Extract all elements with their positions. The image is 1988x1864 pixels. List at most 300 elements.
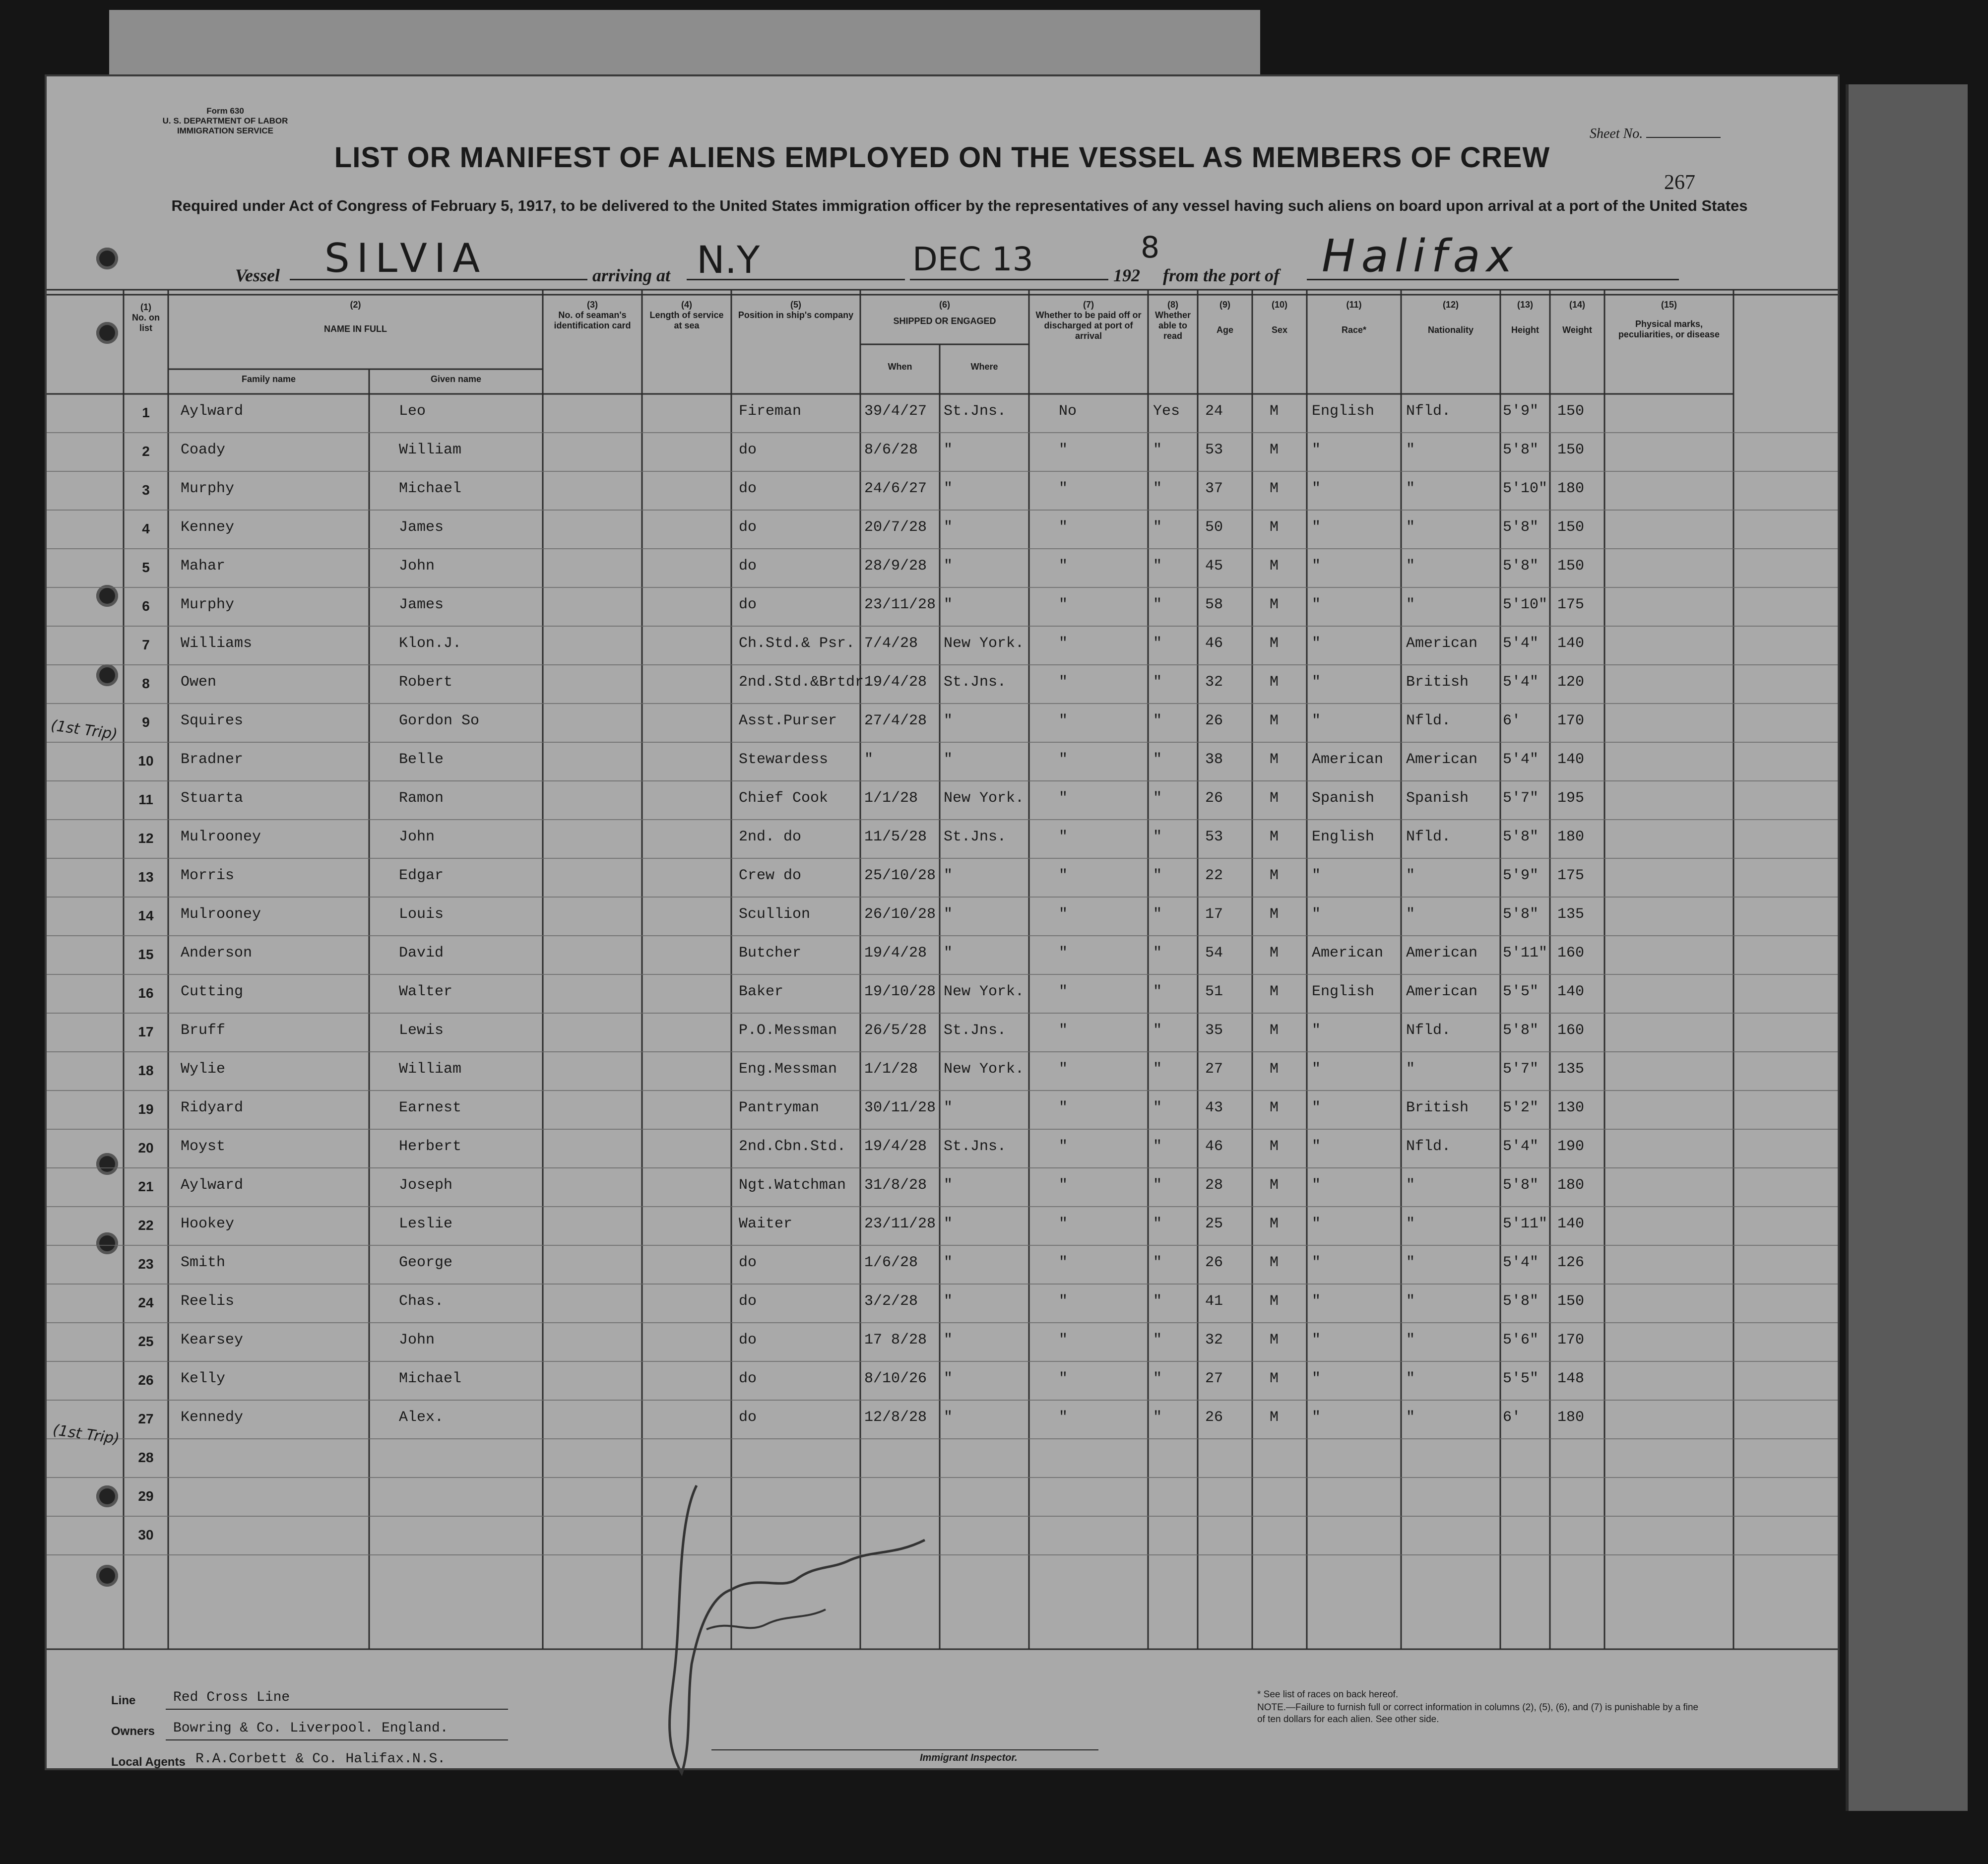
cell-where: " <box>944 1216 953 1232</box>
cell-when: 19/4/28 <box>864 674 927 691</box>
sheet-label: Sheet No. <box>1590 126 1643 141</box>
inspector-signature <box>617 1466 964 1788</box>
cell-when: 8/6/28 <box>864 442 918 458</box>
cell-able-to-read: " <box>1153 1332 1162 1349</box>
cell-race: " <box>1312 596 1321 613</box>
cell-when: 7/4/28 <box>864 635 918 652</box>
cell-paid-off: " <box>1059 906 1068 923</box>
cell-given-name: Michael <box>399 480 462 497</box>
cell-height: 6' <box>1503 1409 1521 1426</box>
cell-able-to-read: " <box>1153 1409 1162 1426</box>
cell-race: " <box>1312 519 1321 536</box>
cell-nationality: Nfld. <box>1406 1138 1451 1155</box>
races-note: * See list of races on back hereof. <box>1257 1689 1399 1700</box>
cell-age: 26 <box>1205 790 1223 807</box>
cell-when: 17 8/28 <box>864 1332 927 1349</box>
col-label: Age <box>1216 325 1233 335</box>
cell-family-name: Bradner <box>181 751 244 768</box>
cell-family-name: Wylie <box>181 1061 226 1078</box>
cell-height: 5'8" <box>1503 1022 1539 1039</box>
cell-given-name: Klon.J. <box>399 635 462 652</box>
arriving-port: N.Y <box>697 238 760 282</box>
cell-when: 26/5/28 <box>864 1022 927 1039</box>
cell-family-name: Aylward <box>181 1177 244 1194</box>
row-number: 25 <box>138 1334 154 1349</box>
year-prefix: 192 <box>1113 265 1140 285</box>
cell-weight: 160 <box>1557 1022 1585 1039</box>
cell-weight: 135 <box>1557 906 1585 923</box>
cell-given-name: David <box>399 945 444 962</box>
cell-where: St.Jns. <box>944 1138 1007 1155</box>
cell-given-name: Leo <box>399 403 426 420</box>
cell-age: 27 <box>1205 1061 1223 1078</box>
cell-height: 5'4" <box>1503 674 1539 691</box>
cell-sex: M <box>1270 1138 1279 1155</box>
cell-height: 5'5" <box>1503 1370 1539 1387</box>
cell-race: " <box>1312 1022 1321 1039</box>
cell-family-name: Aylward <box>181 403 244 420</box>
cell-position: Ngt.Watchman <box>739 1177 846 1194</box>
cell-when: 19/4/28 <box>864 1138 927 1155</box>
cell-age: 25 <box>1205 1216 1223 1232</box>
cell-family-name: Smith <box>181 1254 226 1271</box>
cell-given-name: Lewis <box>399 1022 444 1039</box>
cell-nationality: American <box>1406 945 1478 962</box>
col-number: (10) <box>1271 300 1287 310</box>
cell-paid-off: " <box>1059 1332 1068 1349</box>
cell-age: 43 <box>1205 1099 1223 1116</box>
cell-position: Asst.Purser <box>739 712 837 729</box>
cell-family-name: Owen <box>181 674 217 691</box>
cell-nationality: " <box>1406 480 1415 497</box>
cell-when: 11/5/28 <box>864 829 927 845</box>
cell-family-name: Moyst <box>181 1138 226 1155</box>
cell-able-to-read: " <box>1153 790 1162 807</box>
cell-age: 35 <box>1205 1022 1223 1039</box>
cell-nationality: British <box>1406 674 1469 691</box>
cell-where: " <box>944 1370 953 1387</box>
col-label: Whether able to read <box>1155 310 1191 341</box>
cell-weight: 140 <box>1557 1216 1585 1232</box>
cell-family-name: Anderson <box>181 945 253 962</box>
col-header-paid-off <box>1031 300 1146 341</box>
cell-race: English <box>1312 983 1375 1000</box>
cell-sex: M <box>1270 1177 1279 1194</box>
cell-race: " <box>1312 442 1321 458</box>
margin-note: (1st Trip) <box>50 716 119 744</box>
cell-race: English <box>1312 829 1375 845</box>
row-number: 8 <box>142 676 150 691</box>
col-label: No. on list <box>132 313 160 333</box>
cell-able-to-read: " <box>1153 442 1162 458</box>
cell-weight: 180 <box>1557 1177 1585 1194</box>
cell-age: 53 <box>1205 829 1223 845</box>
row-number: 5 <box>142 560 150 575</box>
cell-when: 19/4/28 <box>864 945 927 962</box>
cell-race: " <box>1312 1216 1321 1232</box>
cell-when: 1/1/28 <box>864 1061 918 1078</box>
cell-where: " <box>944 558 953 575</box>
cell-height: 5'8" <box>1503 442 1539 458</box>
cell-position: 2nd. do <box>739 829 802 845</box>
cell-weight: 140 <box>1557 635 1585 652</box>
col-header-weight <box>1550 300 1604 335</box>
col-header-id-card <box>548 300 637 331</box>
inspector-line <box>711 1749 1098 1750</box>
col-number: (13) <box>1517 300 1533 310</box>
cell-position: P.O.Messman <box>739 1022 837 1039</box>
cell-where: " <box>944 596 953 613</box>
cell-where: New York. <box>944 635 1025 652</box>
cell-nationality: Nfld. <box>1406 829 1451 845</box>
cell-position: Baker <box>739 983 784 1000</box>
col-number: (9) <box>1219 300 1230 310</box>
cell-position: do <box>739 480 757 497</box>
cell-age: 41 <box>1205 1293 1223 1310</box>
cell-family-name: Murphy <box>181 596 235 613</box>
cell-age: 32 <box>1205 1332 1223 1349</box>
cell-able-to-read: " <box>1153 480 1162 497</box>
cell-sex: M <box>1270 635 1279 652</box>
cell-paid-off: " <box>1059 790 1068 807</box>
page-number: 267 <box>1664 171 1695 194</box>
col-label: Height <box>1511 325 1539 335</box>
row-number: 21 <box>138 1179 154 1194</box>
cell-family-name: Cutting <box>181 983 244 1000</box>
col-number: (1) <box>140 302 151 312</box>
row-number: 28 <box>138 1450 154 1465</box>
row-number: 7 <box>142 637 150 652</box>
cell-nationality: Spanish <box>1406 790 1469 807</box>
cell-when: 19/10/28 <box>864 983 936 1000</box>
cell-where: " <box>944 751 953 768</box>
cell-weight: 150 <box>1557 403 1585 420</box>
row-number: 17 <box>138 1024 154 1039</box>
cell-paid-off: " <box>1059 1293 1068 1310</box>
cell-where: " <box>944 519 953 536</box>
cell-weight: 150 <box>1557 442 1585 458</box>
cell-family-name: Morris <box>181 867 235 884</box>
cell-paid-off: " <box>1059 945 1068 962</box>
cell-nationality: " <box>1406 1370 1415 1387</box>
cell-sex: M <box>1270 712 1279 729</box>
cell-weight: 150 <box>1557 519 1585 536</box>
col-label: Physical marks, peculiarities, or disease <box>1618 319 1720 339</box>
cell-nationality: " <box>1406 1254 1415 1271</box>
cell-sex: M <box>1270 1022 1279 1039</box>
cell-position: do <box>739 558 757 575</box>
form-number: Form 630 <box>206 106 244 116</box>
cell-given-name: George <box>399 1254 453 1271</box>
cell-able-to-read: " <box>1153 1293 1162 1310</box>
cell-able-to-read: " <box>1153 1138 1162 1155</box>
cell-family-name: Mulrooney <box>181 906 261 923</box>
margin-note: (1st Trip) <box>52 1421 121 1448</box>
row-number: 2 <box>142 444 150 459</box>
cell-paid-off: " <box>1059 674 1068 691</box>
cell-height: 5'9" <box>1503 403 1539 420</box>
cell-position: Waiter <box>739 1216 793 1232</box>
cell-race: " <box>1312 1099 1321 1116</box>
cell-able-to-read: " <box>1153 635 1162 652</box>
cell-height: 5'10" <box>1503 480 1548 497</box>
cell-given-name: Edgar <box>399 867 444 884</box>
cell-position: 2nd.Std.&Brtdr. <box>739 674 873 691</box>
cell-age: 32 <box>1205 674 1223 691</box>
col-header-service-length <box>647 300 726 331</box>
fine-note: NOTE.—Failure to furnish full or correct information in columns (2), (5), (6), and (7) is punishable by a fine of ten dollars for each alien. See other side. <box>1257 1702 1699 1725</box>
cell-age: 26 <box>1205 1254 1223 1271</box>
cell-able-to-read: " <box>1153 983 1162 1000</box>
cell-paid-off: " <box>1059 1022 1068 1039</box>
cell-weight: 150 <box>1557 558 1585 575</box>
cell-age: 46 <box>1205 1138 1223 1155</box>
cell-sex: M <box>1270 983 1279 1000</box>
cell-family-name: Williams <box>181 635 253 652</box>
department-name: U. S. DEPARTMENT OF LABOR <box>162 116 288 126</box>
col-header-sex <box>1252 300 1307 335</box>
cell-when: 28/9/28 <box>864 558 927 575</box>
col-label: SHIPPED OR ENGAGED <box>893 316 996 326</box>
cell-sex: M <box>1270 790 1279 807</box>
cell-where: " <box>944 1177 953 1194</box>
row-number: 19 <box>138 1101 154 1117</box>
cell-height: 5'9" <box>1503 867 1539 884</box>
cell-height: 5'8" <box>1503 906 1539 923</box>
cell-weight: 126 <box>1557 1254 1585 1271</box>
cell-nationality: British <box>1406 1099 1469 1116</box>
cell-sex: M <box>1270 403 1279 420</box>
cell-height: 5'10" <box>1503 596 1548 613</box>
cell-able-to-read: " <box>1153 1022 1162 1039</box>
cell-height: 5'4" <box>1503 1254 1539 1271</box>
owners-underline <box>166 1739 508 1740</box>
cell-position: do <box>739 596 757 613</box>
col-number: (8) <box>1167 300 1178 310</box>
cell-race: " <box>1312 1293 1321 1310</box>
cell-given-name: Gordon So <box>399 712 480 729</box>
cell-sex: M <box>1270 558 1279 575</box>
cell-weight: 148 <box>1557 1370 1585 1387</box>
cell-height: 5'2" <box>1503 1099 1539 1116</box>
cell-height: 5'7" <box>1503 1061 1539 1078</box>
cell-height: 5'11" <box>1503 1216 1548 1232</box>
cell-paid-off: " <box>1059 1409 1068 1426</box>
cell-when: 30/11/28 <box>864 1099 936 1116</box>
cell-given-name: Herbert <box>399 1138 462 1155</box>
cell-weight: 190 <box>1557 1138 1585 1155</box>
cell-age: 24 <box>1205 403 1223 420</box>
cell-family-name: Ridyard <box>181 1099 244 1116</box>
cell-nationality: " <box>1406 1216 1415 1232</box>
cell-sex: M <box>1270 480 1279 497</box>
cell-nationality: " <box>1406 1293 1415 1310</box>
cell-when: 20/7/28 <box>864 519 927 536</box>
col-header-nationality <box>1401 300 1500 335</box>
back-sheet-edge <box>1846 84 1968 1811</box>
cell-race: American <box>1312 945 1384 962</box>
cell-where: St.Jns. <box>944 674 1007 691</box>
cell-age: 51 <box>1205 983 1223 1000</box>
cell-sex: M <box>1270 596 1279 613</box>
cell-paid-off: " <box>1059 712 1068 729</box>
cell-position: do <box>739 1332 757 1349</box>
cell-able-to-read: " <box>1153 1177 1162 1194</box>
cell-sex: M <box>1270 945 1279 962</box>
row-number: 18 <box>138 1063 154 1078</box>
col-label: Sex <box>1271 325 1288 335</box>
row-number: 12 <box>138 831 154 846</box>
cell-nationality: " <box>1406 519 1415 536</box>
cell-where: " <box>944 480 953 497</box>
cell-age: 38 <box>1205 751 1223 768</box>
cell-race: " <box>1312 906 1321 923</box>
owners-label: Owners <box>111 1725 155 1738</box>
row-number: 10 <box>138 753 154 769</box>
cell-able-to-read: Yes <box>1153 403 1180 420</box>
cell-family-name: Squires <box>181 712 244 729</box>
cell-where: " <box>944 867 953 884</box>
cell-race: " <box>1312 712 1321 729</box>
cell-race: " <box>1312 867 1321 884</box>
cell-position: Scullion <box>739 906 811 923</box>
cell-given-name: Leslie <box>399 1216 453 1232</box>
service-name: IMMIGRATION SERVICE <box>177 126 273 135</box>
col-header-position <box>736 300 855 321</box>
cell-family-name: Reelis <box>181 1293 235 1310</box>
cell-given-name: Alex. <box>399 1409 444 1426</box>
col-header-shipped <box>860 300 1029 326</box>
cell-nationality: Nfld. <box>1406 403 1451 420</box>
row-number: 14 <box>138 908 154 923</box>
cell-where: " <box>944 1254 953 1271</box>
col-header-family-name: Family name <box>241 374 296 384</box>
cell-height: 5'11" <box>1503 945 1548 962</box>
line-label: Line <box>111 1694 136 1707</box>
cell-where: " <box>944 712 953 729</box>
cell-where: " <box>944 1099 953 1116</box>
row-number: 6 <box>142 598 150 614</box>
cell-nationality: " <box>1406 906 1415 923</box>
cell-able-to-read: " <box>1153 558 1162 575</box>
cell-sex: M <box>1270 1254 1279 1271</box>
vessel-name: SILVIA <box>324 235 487 281</box>
row-number: 11 <box>138 792 153 807</box>
cell-able-to-read: " <box>1153 596 1162 613</box>
cell-height: 5'7" <box>1503 790 1539 807</box>
cell-paid-off: " <box>1059 829 1068 845</box>
cell-sex: M <box>1270 829 1279 845</box>
page-title: LIST OR MANIFEST OF ALIENS EMPLOYED ON THE VESSEL AS MEMBERS OF CREW <box>334 141 1550 174</box>
cell-when: 8/10/26 <box>864 1370 927 1387</box>
cell-race: " <box>1312 674 1321 691</box>
row-number: 30 <box>138 1527 154 1543</box>
cell-weight: 180 <box>1557 829 1585 845</box>
cell-height: 5'4" <box>1503 1138 1539 1155</box>
cell-when: 24/6/27 <box>864 480 927 497</box>
cell-where: New York. <box>944 983 1025 1000</box>
row-number: 26 <box>138 1372 154 1388</box>
cell-age: 46 <box>1205 635 1223 652</box>
cell-paid-off: " <box>1059 751 1068 768</box>
cell-height: 5'8" <box>1503 1293 1539 1310</box>
col-number: (6) <box>939 300 950 310</box>
cell-position: Stewardess <box>739 751 829 768</box>
cell-position: Chief Cook <box>739 790 829 807</box>
cell-able-to-read: " <box>1153 945 1162 962</box>
cell-race: " <box>1312 1138 1321 1155</box>
cell-position: Butcher <box>739 945 802 962</box>
cell-paid-off: " <box>1059 442 1068 458</box>
cell-where: " <box>944 1409 953 1426</box>
cell-family-name: Bruff <box>181 1022 226 1039</box>
cell-age: 58 <box>1205 596 1223 613</box>
col-label: NAME IN FULL <box>324 324 387 334</box>
cell-where: St.Jns. <box>944 829 1007 845</box>
cell-when: 27/4/28 <box>864 712 927 729</box>
col-header-age <box>1198 300 1252 335</box>
cell-family-name: Mahar <box>181 558 226 575</box>
cell-able-to-read: " <box>1153 712 1162 729</box>
cell-sex: M <box>1270 1409 1279 1426</box>
cell-nationality: American <box>1406 635 1478 652</box>
cell-sex: M <box>1270 751 1279 768</box>
cell-weight: 175 <box>1557 596 1585 613</box>
cell-family-name: Kennedy <box>181 1409 244 1426</box>
col-label: Race* <box>1341 325 1367 335</box>
cell-age: 17 <box>1205 906 1223 923</box>
cell-given-name: William <box>399 442 462 458</box>
cell-nationality: " <box>1406 558 1415 575</box>
row-number: 9 <box>142 714 150 730</box>
col-number: (12) <box>1442 300 1459 310</box>
cell-given-name: Robert <box>399 674 453 691</box>
row-number: 16 <box>138 985 154 1001</box>
cell-able-to-read: " <box>1153 1099 1162 1116</box>
cell-height: 5'6" <box>1503 1332 1539 1349</box>
row-number: 15 <box>138 947 154 962</box>
cell-able-to-read: " <box>1153 867 1162 884</box>
cell-weight: 120 <box>1557 674 1585 691</box>
cell-given-name: Louis <box>399 906 444 923</box>
cell-race: " <box>1312 1177 1321 1194</box>
col-header-where: Where <box>970 362 998 372</box>
cell-weight: 140 <box>1557 983 1585 1000</box>
cell-where: " <box>944 906 953 923</box>
cell-race: " <box>1312 480 1321 497</box>
col-label: Nationality <box>1427 325 1474 335</box>
row-number: 23 <box>138 1256 154 1272</box>
cell-where: " <box>944 442 953 458</box>
cell-family-name: Kenney <box>181 519 235 536</box>
cell-sex: M <box>1270 906 1279 923</box>
cell-paid-off: " <box>1059 558 1068 575</box>
cell-able-to-read: " <box>1153 906 1162 923</box>
cell-paid-off: " <box>1059 867 1068 884</box>
cell-nationality: Nfld. <box>1406 1022 1451 1039</box>
cell-position: 2nd.Cbn.Std. <box>739 1138 846 1155</box>
col-label: Length of service at sea <box>649 310 724 330</box>
cell-age: 53 <box>1205 442 1223 458</box>
cell-sex: M <box>1270 1061 1279 1078</box>
cell-weight: 170 <box>1557 1332 1585 1349</box>
cell-weight: 175 <box>1557 867 1585 884</box>
cell-paid-off: " <box>1059 1216 1068 1232</box>
col-header-name <box>168 300 543 334</box>
cell-nationality: " <box>1406 442 1415 458</box>
col-number: (14) <box>1569 300 1585 310</box>
cell-position: Crew do <box>739 867 802 884</box>
